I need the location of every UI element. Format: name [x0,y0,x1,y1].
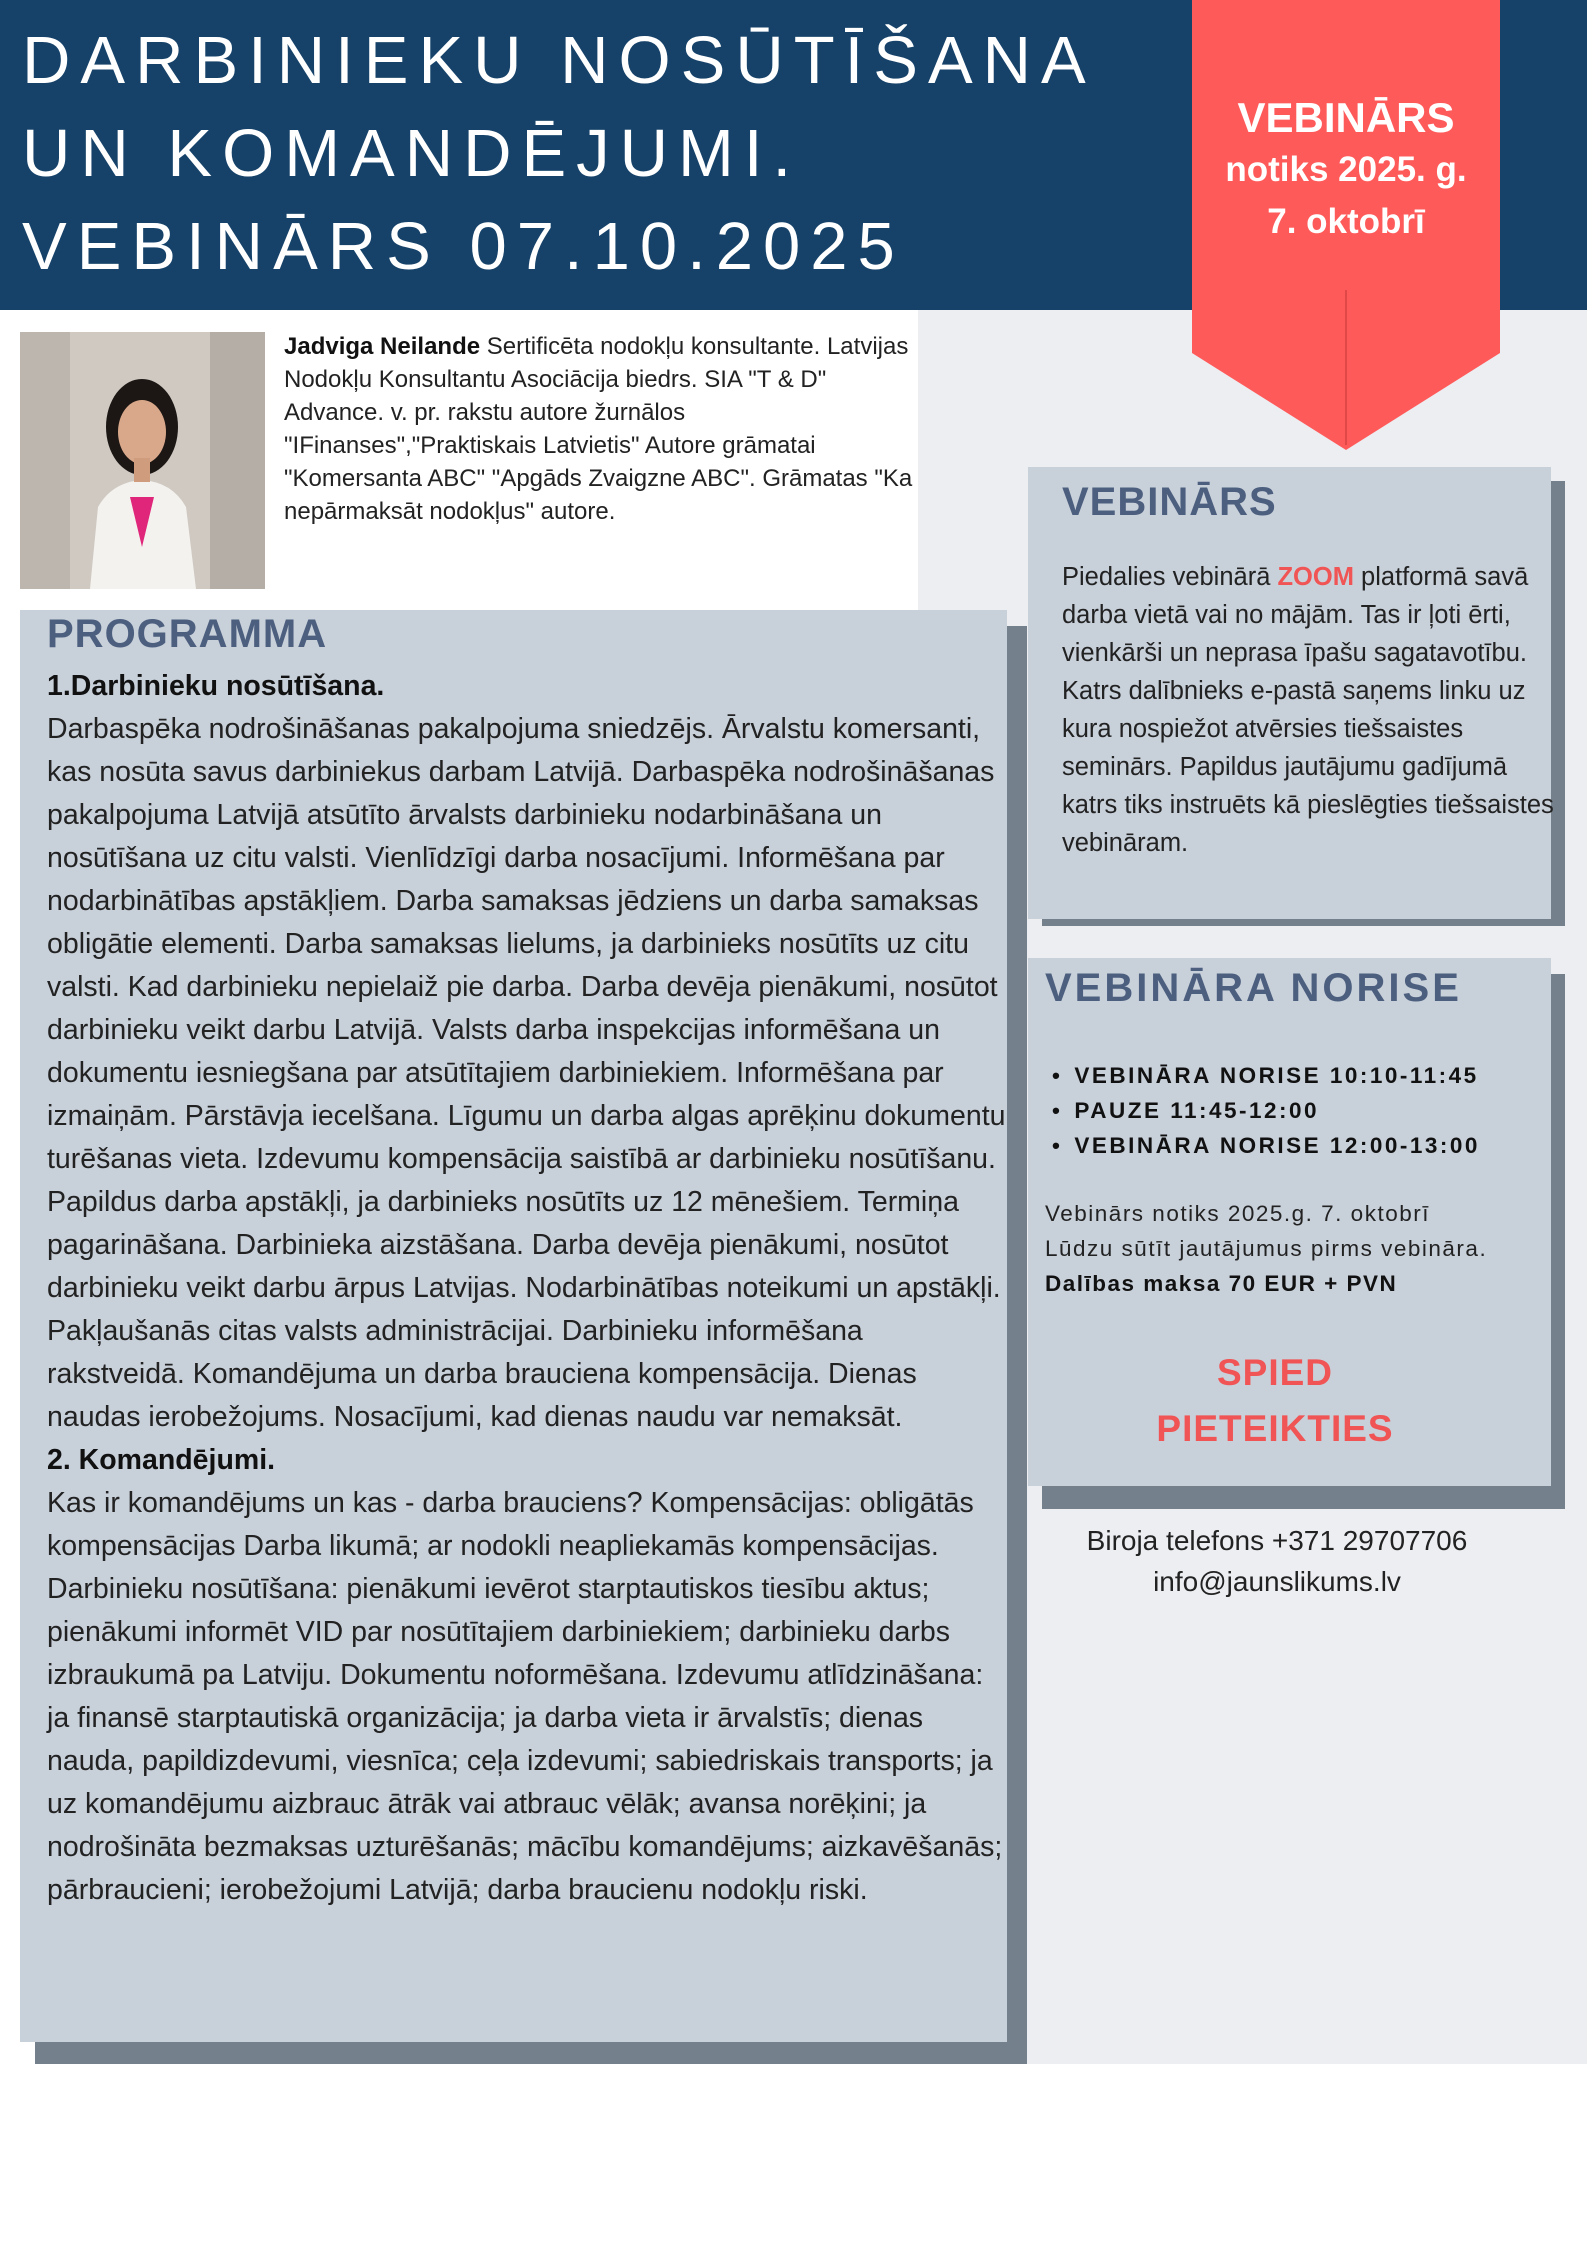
schedule-item: • PAUZE 11:45-12:00 [1052,1093,1480,1128]
author-name: Jadviga Neilande [284,333,481,360]
contact-info [1052,1520,1502,1602]
register-button-line-1: SPIED [1216,1352,1334,1393]
email-link[interactable]: info@jaunslikums.lv [1153,1566,1401,1597]
schedule-item: • VEBINĀRA NORISE 10:10-11:45 [1052,1058,1480,1093]
norise-title: VEBINĀRA NORISE [1045,966,1462,1010]
ribbon-text [1192,92,1500,248]
vebinars-text-before: Piedalies vebinārā [1062,563,1278,591]
schedule-list [1052,1058,1480,1163]
schedule-item: • VEBINĀRA NORISE 12:00-13:00 [1052,1128,1480,1163]
section-2-heading: 2. Komandējumi. [47,1444,276,1476]
zoom-highlight: ZOOM [1277,563,1354,591]
date-ribbon [1192,0,1500,450]
page-title [22,14,1172,293]
author-portrait-illustration [20,332,265,589]
ribbon-line-2: notiks 2025. g. [1225,150,1467,189]
vebinars-text [1062,558,1562,862]
ribbon-line-1: VEBINĀRS [1237,94,1455,141]
ribbon-line-3: 7. oktobrī [1267,202,1425,241]
price-line: Dalības maksa 70 EUR + PVN [1045,1271,1398,1296]
author-description: Sertificēta nodokļu konsultante. Latvijas Nodokļu Konsultantu Asociācija biedrs. SIA "T & D" Advance. v. pr. rakstu autore žurnālos "IFinanses","Praktiskais Latvietis" Autore grāmatai "Komersanta ABC" "Apgāds Zvaigzne ABC". Grāmatas "Ka nepārmaksāt nodokļus" autore. [284,333,913,525]
section-1-heading: 1.Darbinieku nosūtīšana. [47,670,385,702]
title-line-3: VEBINĀRS 07.10.2025 [22,209,905,284]
phone-number: Biroja telefons +371 29707706 [1086,1525,1468,1556]
author-photo [20,332,265,589]
title-line-2: UN KOMANDĒJUMI. [22,116,802,191]
author-bio [284,330,914,528]
register-button[interactable] [1110,1345,1440,1457]
programma-body [47,665,1007,1912]
norise-info [1045,1196,1565,1301]
vebinars-text-after: platformā savā darba vietā vai no mājām. Tas ir ļoti ērti, vienkārši un neprasa īpašu sagatavotību. Katrs dalībnieks e-pastā saņems linku uz kura nospiežot atvērsies tiešsaistes seminārs. Papildus jautājumu gadījumā katrs tiks instruēts kā pieslēgties tiešsaistes vebināram. [1062,563,1554,857]
title-line-1: DARBINIEKU NOSŪTĪŠANA [22,23,1096,98]
register-button-line-2: PIETEIKTIES [1156,1408,1394,1449]
section-2-text: Kas ir komandējums un kas - darba brauciens? Kompensācijas: obligātās kompensācijas Darba likumā; ar nodokli neapliekamās kompensācijas. Darbinieku nosūtīšana: pienākumi ievērot starptautiskos tiesību aktus; pienākumi informēt VID par nosūtītajiem darbiniekiem; darbinieku darbs izbraukumā pa Latviju. Dokumentu noformēšana. Izdevumu atlīdzināšana: ja finansē starptautiskā organizācija; ja darba vieta ir ārvalstīs; dienas nauda, papildizdevumi, viesnīca; ceļa izdevumi; sabiedriskais transports; ja uz komandējumu aizbrauc ātrāk vai atbrauc vēlāk; avansa norēķini; ja nodrošināta bezmaksas uzturēšanās; mācību komandējums; aizkavēšanās; pārbraucieni; ierobežojumi Latvijā; darba braucienu nodokļu riski. [47,1487,1003,1906]
date-line: Vebinārs notiks 2025.g. 7. oktobrī [1045,1201,1430,1226]
section-1-text: Darbaspēka nodrošināšanas pakalpojuma sniedzējs. Ārvalstu komersanti, kas nosūta savus darbiniekus darbam Latvijā. Darbaspēka nodrošināšanas pakalpojuma Latvijā atsūtīto ārvalsts darbinieku nodarbināšana un nosūtīšana uz citu valsti. Vienlīdzīgi darba nosacījumi. Informēšana par nodarbinātības apstākļiem. Darba samaksas jēdziens un darba samaksas obligātie elementi. Darba samaksas lielums, ja darbinieks nosūtīts uz citu valsti. Kad darbinieku nepielaiž pie darba. Darba devēja pienākumi, nosūtot darbinieku veikt darbu Latvijā. Valsts darba inspekcijas informēšana un dokumentu iesniegšana par atsūtītajiem darbiniekiem. Informēšana par izmaiņām. Pārstāvja iecelšana. Līgumu un darba algas aprēķinu dokumentu turēšanas vieta. Izdevumu kompensācija saistībā ar darbinieku nosūtīšanu. Papildus darba apstākļi, ja darbinieks nosūtīts uz 12 mēnešiem. Termiņa pagarināšana. Darbinieka aizstāšana. Darba devēja pienākumi, nosūtot darbinieku veikt darbu ārpus Latvijas. Nodarbinātības noteikumi un apstākļi. Pakļaušanās citas valsts administrācijai. Darbinieku informēšana rakstveidā. Komandējuma un darba brauciena kompensācija. Dienas naudas ierobežojums. Nosacījumi, kad dienas naudu var nemaksāt. [47,713,1006,1433]
vebinars-title: VEBINĀRS [1062,480,1277,524]
questions-line: Lūdzu sūtīt jautājumus pirms vebināra. [1045,1236,1488,1261]
programma-title: PROGRAMMA [47,612,328,656]
